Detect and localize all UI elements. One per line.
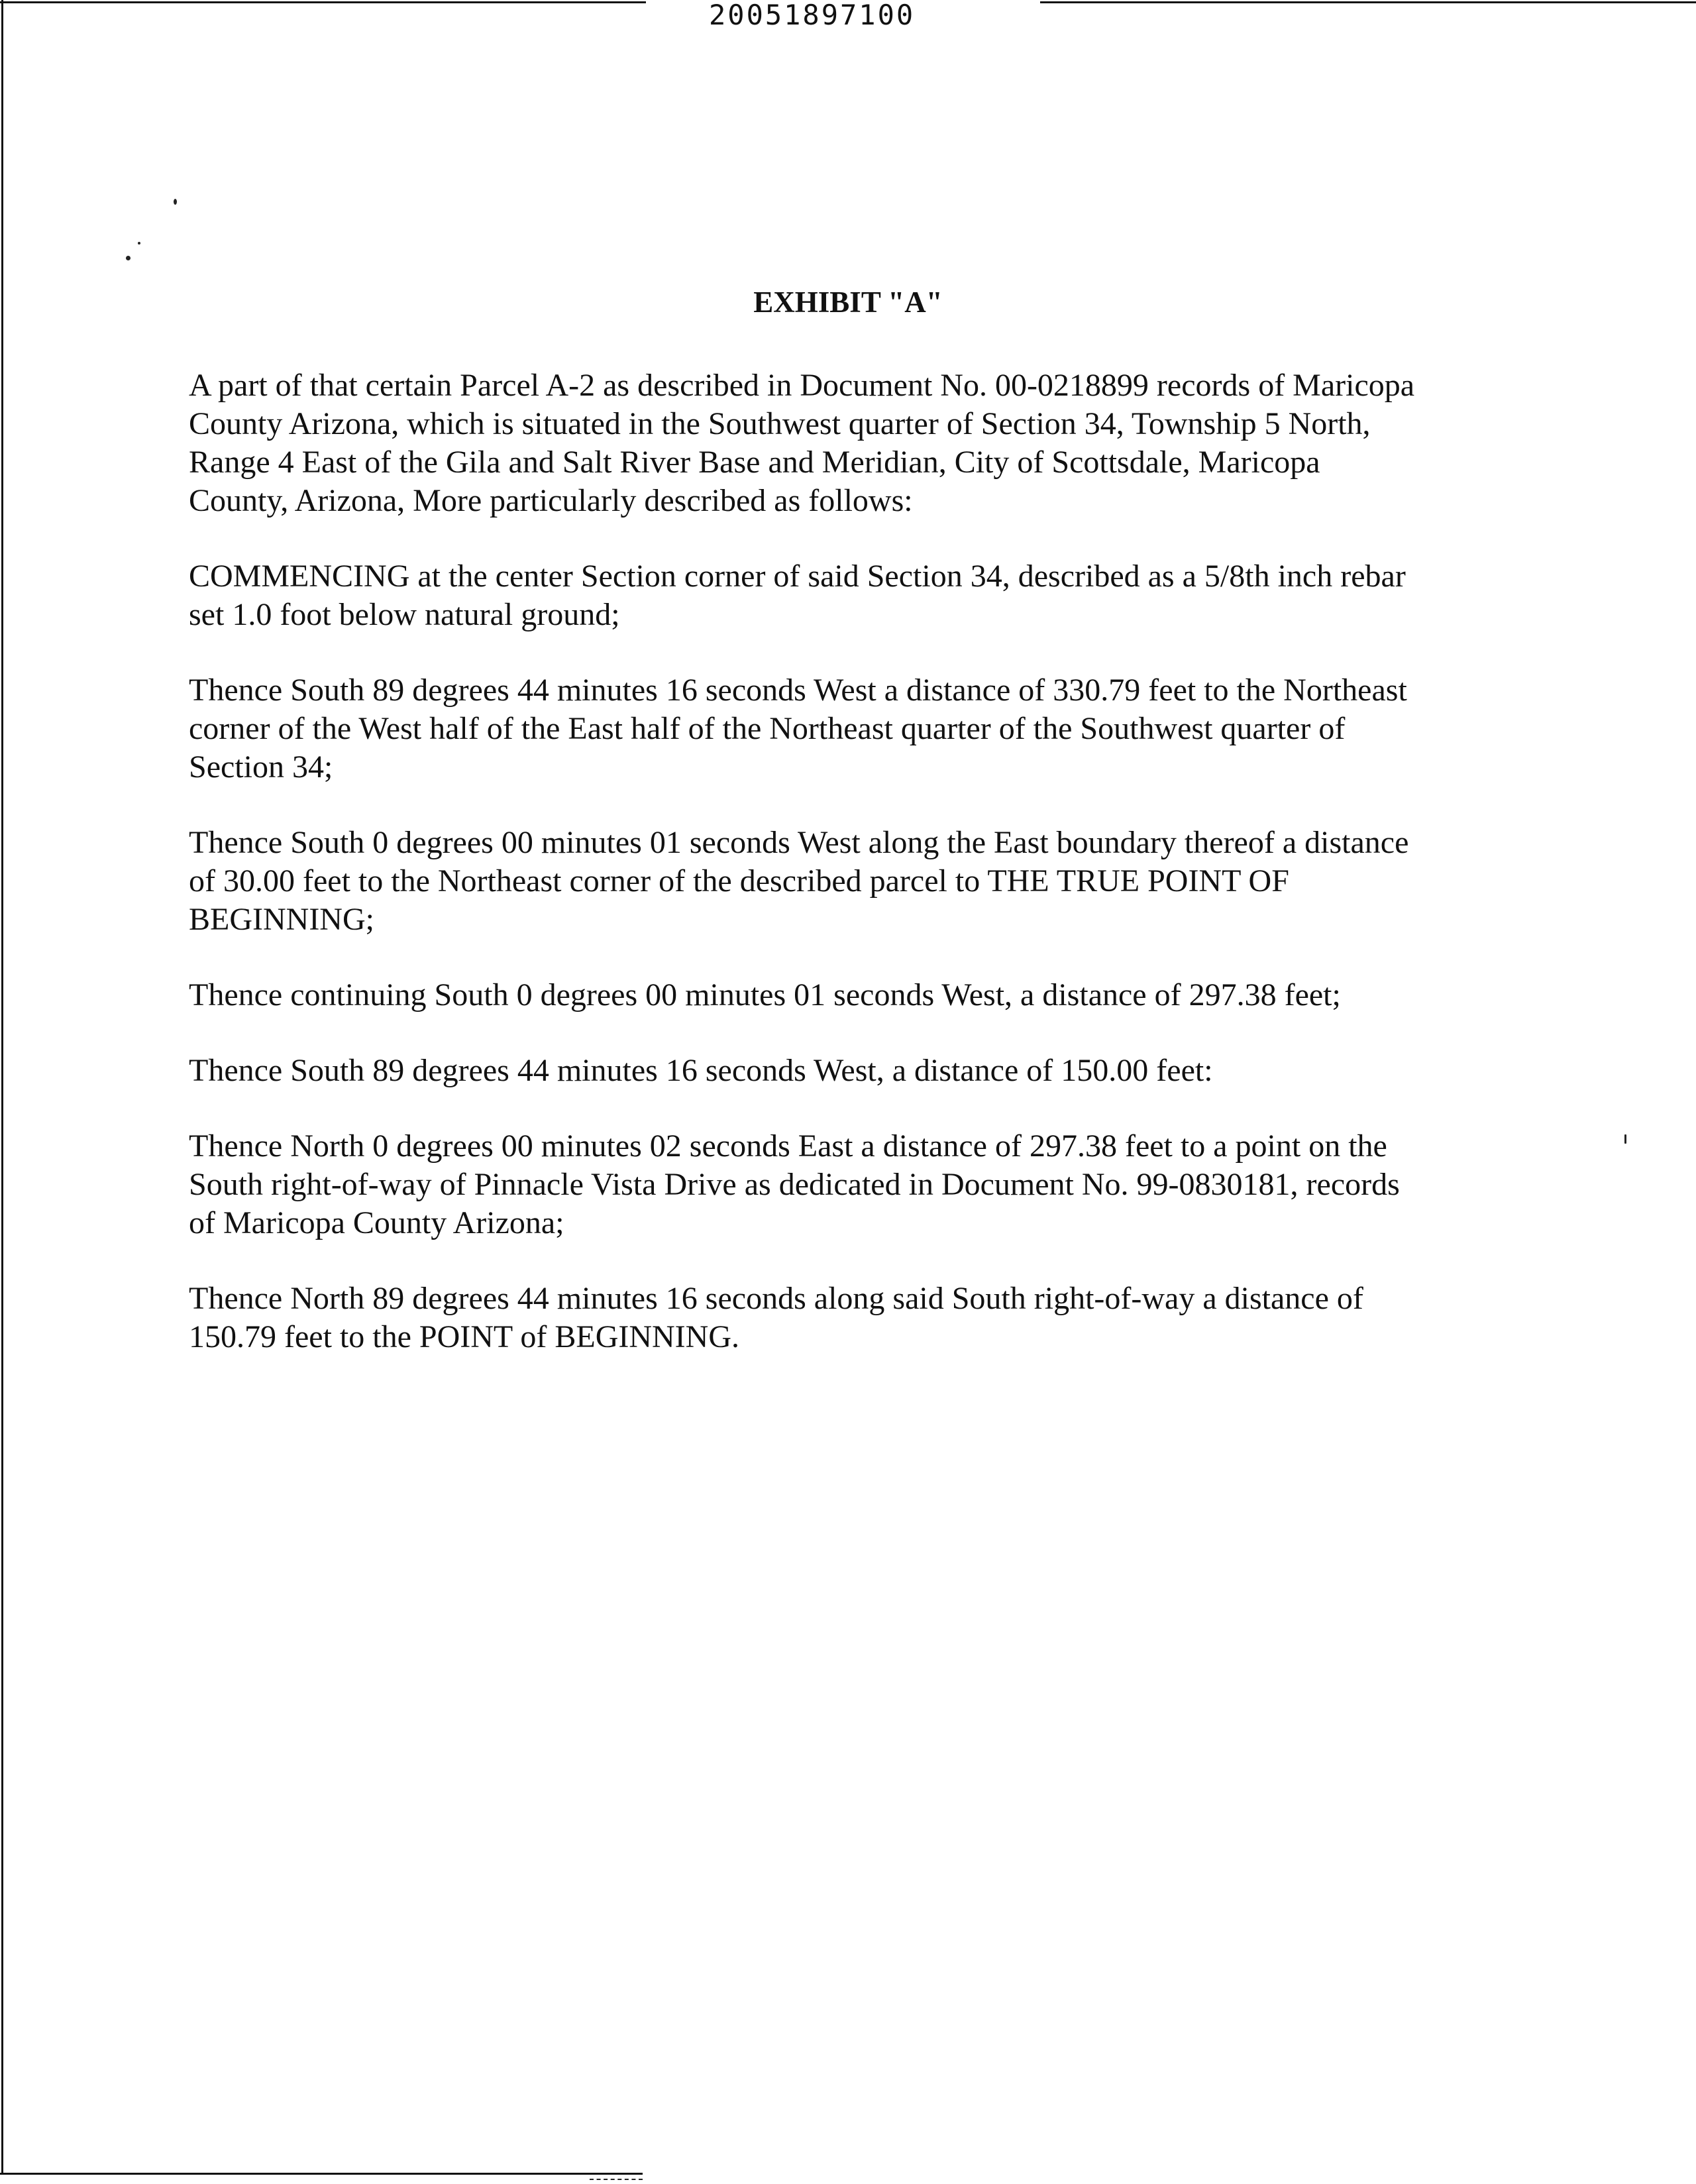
text-line: County Arizona, which is situated in the Southwest quarter of Section 34, Township 5 North, [189,406,1371,441]
text-line: COMMENCING at the center Section corner of said Section 34, described as a 5/8th inch rebar [189,559,1406,594]
text-line: County, Arizona, More particularly described as follows: [189,483,913,518]
text-line: BEGINNING; [189,902,374,937]
course-paragraph [189,976,1514,1014]
course-paragraph [189,1127,1514,1242]
exhibit-title: EXHIBIT "A" [753,286,943,319]
recording-number: 20051897100 [709,0,916,31]
text-line: A part of that certain Parcel A-2 as described in Document No. 00-0218899 records of Maricopa [189,368,1415,403]
text-line: 150.79 feet to the POINT of BEGINNING. [189,1319,739,1354]
course-paragraph [189,671,1514,787]
text-line: Thence South 0 degrees 00 minutes 01 seconds West along the East boundary thereof a distance [189,825,1409,860]
commencing-paragraph [189,557,1514,634]
text-line: Range 4 East of the Gila and Salt River Base and Meridian, City of Scottsdale, Maricopa [189,445,1320,480]
text-line: of 30.00 feet to the Northeast corner of the described parcel to THE TRUE POINT OF [189,863,1289,899]
legal-description [189,366,1514,1393]
bottom-dash-mark [590,2179,643,2180]
scan-speck [126,256,131,260]
text-line: South right-of-way of Pinnacle Vista Drive as dedicated in Document No. 99-0830181, records [189,1167,1400,1202]
text-line: corner of the West half of the East half of the Northeast quarter of the Southwest quarter of [189,711,1346,746]
text-line: Thence South 89 degrees 44 minutes 16 seconds West, a distance of 150.00 feet: [189,1053,1213,1088]
scan-speck [174,199,177,205]
top-border-rule-right [1040,1,1696,3]
text-line: of Maricopa County Arizona; [189,1205,564,1240]
intro-paragraph [189,366,1514,520]
course-paragraph [189,824,1514,939]
text-line: set 1.0 foot below natural ground; [189,597,620,632]
top-border-rule-left [0,1,646,3]
scan-speck [1624,1134,1626,1144]
left-border-rule [1,0,3,2173]
text-line: Section 34; [189,749,333,785]
bottom-border-rule [0,2173,643,2175]
scan-speck [138,242,140,245]
text-line: Thence North 89 degrees 44 minutes 16 seconds along said South right-of-way a distance of [189,1281,1363,1316]
text-line: Thence North 0 degrees 00 minutes 02 seconds East a distance of 297.38 feet to a point on the [189,1128,1387,1164]
course-paragraph [189,1052,1514,1090]
text-line: Thence South 89 degrees 44 minutes 16 seconds West a distance of 330.79 feet to the Northeast [189,673,1407,708]
closing-paragraph [189,1280,1514,1356]
text-line: Thence continuing South 0 degrees 00 minutes 01 seconds West, a distance of 297.38 feet; [189,977,1341,1012]
